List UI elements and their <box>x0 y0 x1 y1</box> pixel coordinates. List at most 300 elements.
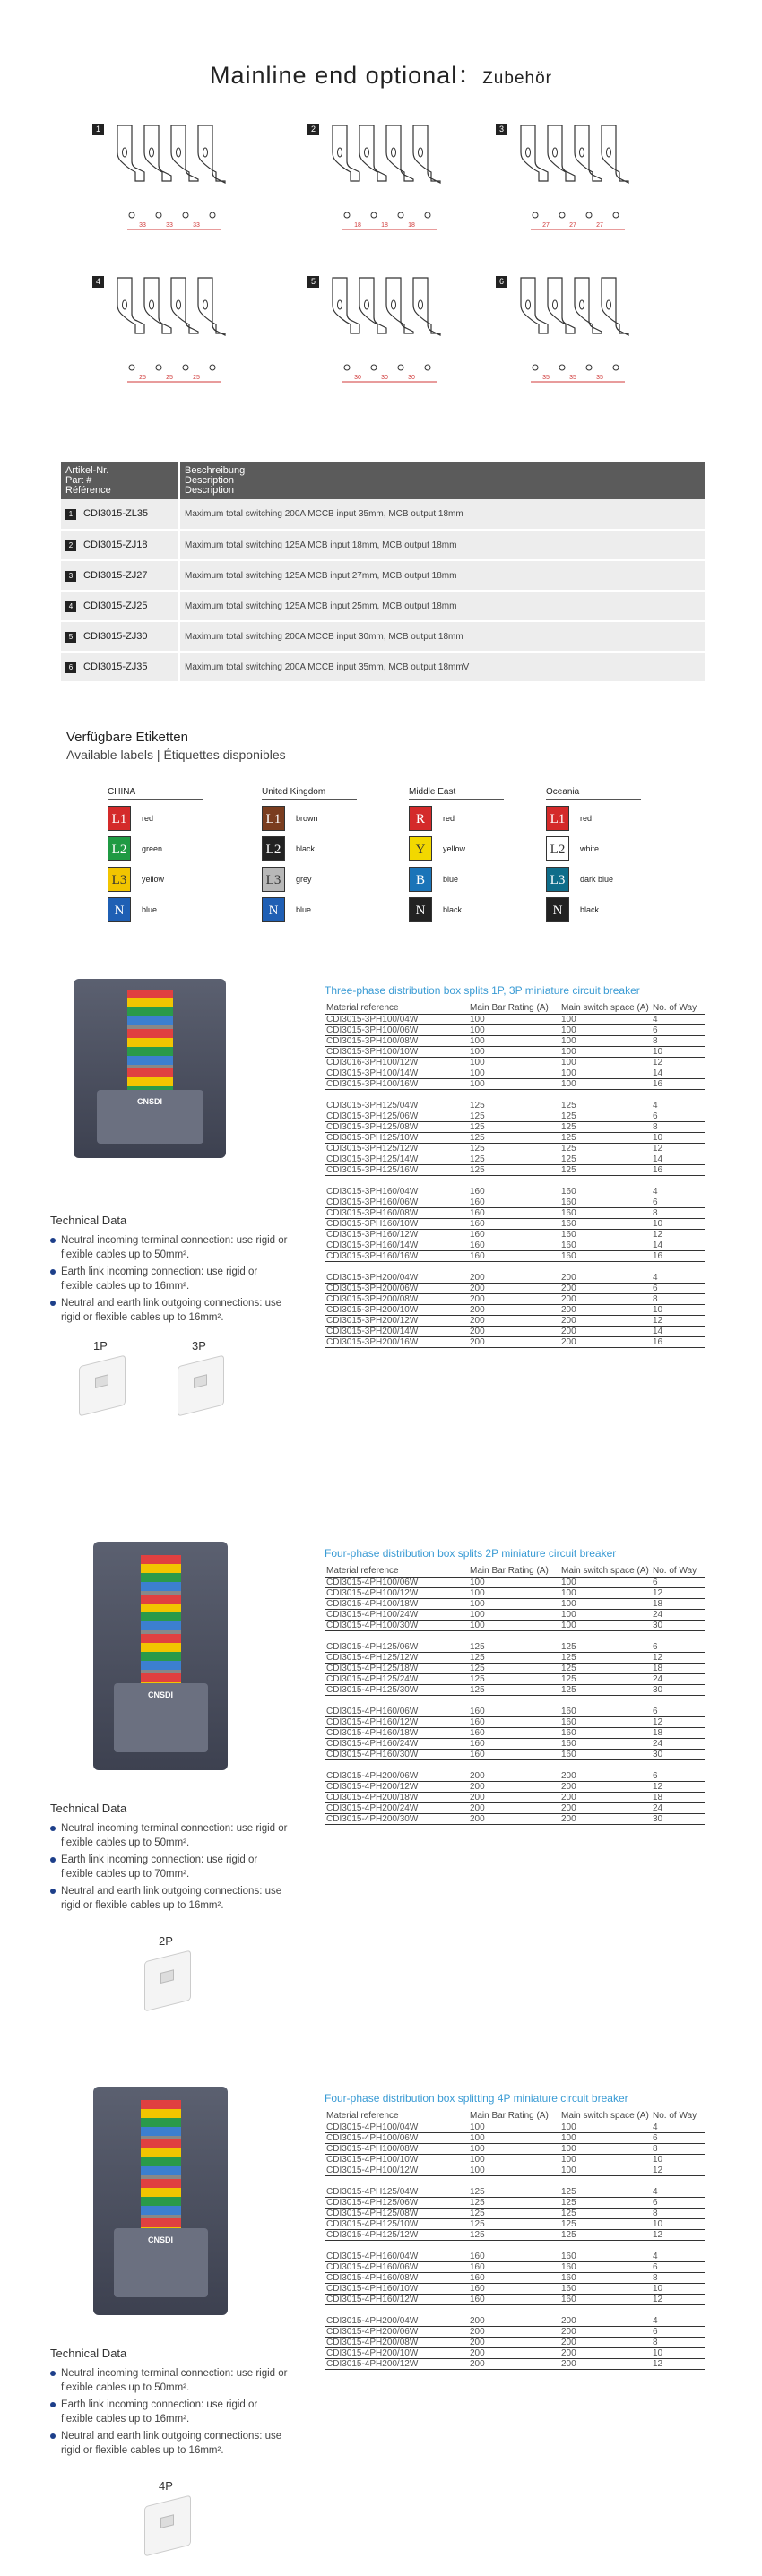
spec-cell: 160 <box>559 2252 651 2262</box>
tech-data-item: Neutral incoming terminal connection: use rigid or flexible cables up to 50mm². <box>50 1233 292 1262</box>
region-name: United Kingdom <box>262 787 357 800</box>
spec-cell: 6 <box>651 1025 705 1036</box>
spec-cell: 160 <box>559 1750 651 1760</box>
dimension-label: 27 <box>542 222 550 229</box>
spec-cell: 6 <box>651 2198 705 2209</box>
busbar-slot <box>150 148 154 157</box>
spec-cell: 100 <box>468 1025 559 1036</box>
spec-cell: CDI3015-3PH100/08W <box>325 1036 468 1047</box>
table-row <box>325 1197 705 1208</box>
spec-cell: 100 <box>559 2133 651 2144</box>
spec-cell: 160 <box>559 1240 651 1251</box>
spec-cell: 200 <box>468 1771 559 1782</box>
spec-cell: 160 <box>559 1219 651 1230</box>
label-color-name: blue <box>142 905 158 914</box>
label-item <box>108 868 203 891</box>
spec-cell: 4 <box>651 1273 705 1284</box>
spec-cell: 10 <box>651 2348 705 2359</box>
description-cell: Maximum total switching 125A MCB input 18mm, MCB output 18mm <box>179 530 705 560</box>
busbar-plate <box>333 278 359 333</box>
spec-cell: 200 <box>468 2338 559 2348</box>
table-row <box>325 1327 705 1337</box>
spec-header-cell: No. of Way <box>651 1002 705 1015</box>
table-row <box>325 1058 705 1068</box>
busbar-hole <box>425 212 430 218</box>
spec-cell: 8 <box>651 1036 705 1047</box>
spec-cell: CDI3015-3PH125/06W <box>325 1111 468 1122</box>
tech-data-item: Neutral incoming terminal connection: use rigid or flexible cables up to 50mm². <box>50 2366 292 2395</box>
label-chip: L3 <box>108 867 131 892</box>
spec-cell: CDI3015-3PH100/14W <box>325 1068 468 1079</box>
busbar-slot <box>365 300 369 309</box>
spec-cell: 160 <box>468 1230 559 1240</box>
table-row <box>325 1015 705 1025</box>
table-row <box>325 1814 705 1825</box>
spec-cell: 125 <box>468 2198 559 2209</box>
label-chip: L3 <box>262 867 285 892</box>
label-item <box>262 837 357 860</box>
spec-cell: CDI3015-4PH125/18W <box>325 1664 468 1674</box>
spec-header-cell: No. of Way <box>651 2110 705 2122</box>
busbar-number: 3 <box>496 124 507 135</box>
spec-cell: CDI3015-4PH125/12W <box>325 2230 468 2241</box>
table-row <box>325 2187 705 2198</box>
tech-data-item: Neutral and earth link outgoing connections: use rigid or flexible cables up to 16mm². <box>50 1884 292 1913</box>
section-title: Four-phase distribution box splitting 4P miniature circuit breaker <box>325 2092 628 2105</box>
mcb-label: 3P <box>192 1339 206 1353</box>
description-cell: Maximum total switching 125A MCB input 25mm, MCB output 18mm <box>179 591 705 621</box>
spec-cell: 6 <box>651 2262 705 2273</box>
label-region <box>262 787 357 921</box>
row-number: 2 <box>65 540 76 551</box>
busbar-plate <box>171 125 198 181</box>
page-title-separator: ： <box>457 62 483 89</box>
busbar-plate <box>171 278 198 333</box>
table-row <box>325 1111 705 1122</box>
header-label: Part # <box>65 475 92 486</box>
mcb-image <box>178 1355 224 1417</box>
spec-cell: CDI3015-4PH125/30W <box>325 1685 468 1696</box>
spec-cell: 100 <box>559 1079 651 1090</box>
part-number: CDI3015-ZJ25 <box>83 600 148 611</box>
spec-cell: 100 <box>468 1068 559 1079</box>
spec-cell: 100 <box>468 1588 559 1599</box>
spec-cell: 16 <box>651 1165 705 1176</box>
spec-cell: 24 <box>651 1674 705 1685</box>
header-label: Référence <box>65 485 111 496</box>
spec-cell: 200 <box>468 1294 559 1305</box>
table-row <box>325 1294 705 1305</box>
tech-data-item: Earth link incoming connection: use rigid or flexible cables up to 70mm². <box>50 1853 292 1881</box>
label-color-name: grey <box>296 875 312 884</box>
part-number: CDI3015-ZJ18 <box>83 539 148 550</box>
table-row <box>61 560 705 591</box>
table-row <box>325 1728 705 1739</box>
spec-cell: 4 <box>651 1015 705 1025</box>
spec-cell: 125 <box>468 2187 559 2198</box>
spec-cell: CDI3015-3PH200/10W <box>325 1305 468 1316</box>
busbar-hole <box>183 365 188 370</box>
product-image <box>74 979 226 1158</box>
terminal-strip <box>141 1555 181 1692</box>
row-number: 3 <box>65 571 76 582</box>
dimension-label: 33 <box>139 222 146 229</box>
dimension-label: 35 <box>596 375 603 381</box>
table-row <box>325 2144 705 2155</box>
spec-cell: 10 <box>651 1219 705 1230</box>
header-label: Beschreibung <box>185 465 246 476</box>
spec-cell: 100 <box>468 1621 559 1631</box>
table-row <box>325 2284 705 2295</box>
spec-cell: CDI3015-4PH160/10W <box>325 2284 468 2295</box>
spec-cell: 100 <box>559 2155 651 2165</box>
spec-cell: 125 <box>559 1133 651 1144</box>
label-item <box>108 837 203 860</box>
spec-cell: 18 <box>651 1664 705 1674</box>
spec-cell: 200 <box>468 1316 559 1327</box>
table-row <box>325 1284 705 1294</box>
spec-cell: CDI3015-4PH100/08W <box>325 2144 468 2155</box>
spacer-cell <box>325 1696 468 1707</box>
label-chip: L3 <box>546 867 569 892</box>
spec-cell: 125 <box>468 2209 559 2219</box>
spec-cell: 4 <box>651 2187 705 2198</box>
spec-cell: CDI3015-4PH125/12W <box>325 1653 468 1664</box>
spec-cell: CDI3015-3PH200/06W <box>325 1284 468 1294</box>
table-row <box>61 652 705 682</box>
spec-cell: 6 <box>651 1197 705 1208</box>
busbar-slot <box>392 148 396 157</box>
part-number-cell <box>61 560 179 591</box>
busbar-slot <box>392 300 396 309</box>
spec-cell: 30 <box>651 1814 705 1825</box>
spec-cell: 160 <box>559 1717 651 1728</box>
spec-cell: 160 <box>468 2273 559 2284</box>
table-row <box>325 1133 705 1144</box>
table-row <box>325 1316 705 1327</box>
spec-cell: 125 <box>468 1165 559 1176</box>
busbar-plate <box>521 278 548 333</box>
part-number-cell <box>61 621 179 652</box>
spec-cell: CDI3015-3PH200/16W <box>325 1337 468 1348</box>
table-row <box>325 1621 705 1631</box>
spec-cell: 24 <box>651 1803 705 1814</box>
spec-cell: CDI3015-4PH100/06W <box>325 1578 468 1588</box>
label-item <box>262 807 357 830</box>
spec-header-cell: No. of Way <box>651 1565 705 1578</box>
spec-cell: 200 <box>468 2327 559 2338</box>
spec-cell: 160 <box>468 2295 559 2305</box>
table-row <box>325 2230 705 2241</box>
spec-header-cell: Main Bar Rating (A) <box>468 1002 559 1015</box>
spec-cell: CDI3015-3PH160/06W <box>325 1197 468 1208</box>
header-part-number <box>61 462 179 499</box>
spec-cell: 100 <box>559 1610 651 1621</box>
product-cover: CNSDI <box>114 1683 208 1752</box>
label-item <box>262 868 357 891</box>
table-row <box>325 1653 705 1664</box>
spec-cell: CDI3015-4PH160/24W <box>325 1739 468 1750</box>
dimension-label: 25 <box>193 375 200 381</box>
table-row <box>325 1717 705 1728</box>
tech-data-list <box>50 1233 292 1327</box>
spec-cell: 100 <box>468 1610 559 1621</box>
spec-cell: 100 <box>559 1578 651 1588</box>
spec-cell: 100 <box>559 1036 651 1047</box>
busbar-slot <box>123 148 127 157</box>
spec-cell: CDI3015-4PH200/24W <box>325 1803 468 1814</box>
spec-cell: 160 <box>468 1208 559 1219</box>
label-item <box>108 898 203 921</box>
spec-cell: 30 <box>651 1750 705 1760</box>
busbar-hole <box>371 365 377 370</box>
spec-cell: 16 <box>651 1079 705 1090</box>
spec-cell: 200 <box>559 2359 651 2370</box>
spec-cell: 125 <box>468 1664 559 1674</box>
spec-cell: 200 <box>559 2316 651 2327</box>
spec-cell: 12 <box>651 1588 705 1599</box>
table-row <box>325 1793 705 1803</box>
spec-cell: 12 <box>651 1316 705 1327</box>
label-chip: N <box>409 897 432 922</box>
label-color-name: red <box>142 814 154 823</box>
spec-header-cell: Main switch space (A) <box>559 1002 651 1015</box>
table-row <box>325 1144 705 1154</box>
tech-data-item: Neutral incoming terminal connection: use rigid or flexible cables up to 50mm². <box>50 1821 292 1850</box>
busbar-plate <box>198 125 225 183</box>
spec-cell: CDI3015-4PH160/12W <box>325 2295 468 2305</box>
table-row <box>325 1036 705 1047</box>
busbar-drawing <box>105 276 266 411</box>
spec-cell: 160 <box>468 2252 559 2262</box>
spec-cell: 160 <box>468 2262 559 2273</box>
busbar-diagram <box>92 124 263 267</box>
busbar-hole <box>425 365 430 370</box>
busbar-diagram <box>307 124 478 267</box>
table-row <box>325 1578 705 1588</box>
spec-cell: CDI3015-3PH200/14W <box>325 1327 468 1337</box>
busbar-drawing <box>508 276 670 411</box>
busbar-slot <box>203 148 208 157</box>
spec-cell: 125 <box>559 2187 651 2198</box>
tech-data-item: Neutral and earth link outgoing connections: use rigid or flexible cables up to 16mm². <box>50 2429 292 2458</box>
spec-cell: 18 <box>651 1793 705 1803</box>
spec-cell: 4 <box>651 1187 705 1197</box>
busbar-slot <box>177 148 181 157</box>
label-chip: N <box>108 897 131 922</box>
spec-cell: CDI3015-4PH125/06W <box>325 2198 468 2209</box>
spec-cell: 30 <box>651 1685 705 1696</box>
busbar-plate <box>413 278 440 335</box>
table-row <box>325 2165 705 2176</box>
busbar-number: 6 <box>496 276 507 288</box>
table-row <box>325 1219 705 1230</box>
mcb-switch <box>160 1969 174 1984</box>
spec-cell: 12 <box>651 1653 705 1664</box>
label-item <box>409 837 504 860</box>
label-color-name: black <box>296 844 316 853</box>
spec-cell: 14 <box>651 1154 705 1165</box>
product-image <box>93 2087 228 2315</box>
spec-cell: 100 <box>468 1036 559 1047</box>
spec-cell: CDI3016-3PH100/12W <box>325 1058 468 1068</box>
spec-cell: 200 <box>559 1273 651 1284</box>
mcb-label: 2P <box>159 1934 173 1948</box>
terminal-strip <box>141 2100 181 2237</box>
tech-data-list <box>50 2366 292 2460</box>
busbar-hole <box>210 212 215 218</box>
spec-cell: CDI3015-3PH160/12W <box>325 1230 468 1240</box>
busbar-diagram <box>496 276 666 419</box>
description-cell: Maximum total switching 200A MCCB input 35mm, MCB output 18mm <box>179 499 705 530</box>
spec-cell: CDI3015-4PH125/04W <box>325 2187 468 2198</box>
spec-header-cell: Material reference <box>325 1565 468 1578</box>
spec-cell: CDI3015-3PH100/10W <box>325 1047 468 1058</box>
dimension-label: 30 <box>354 375 361 381</box>
dimension-label: 35 <box>542 375 550 381</box>
spec-cell: CDI3015-4PH200/18W <box>325 1793 468 1803</box>
spec-cell: 100 <box>468 2122 559 2133</box>
spec-table <box>325 1002 705 1348</box>
busbar-number: 5 <box>307 276 319 288</box>
busbar-slot <box>580 148 584 157</box>
spec-cell: 24 <box>651 1739 705 1750</box>
spacer-cell <box>325 1262 468 1273</box>
spec-cell: 200 <box>559 1316 651 1327</box>
spec-cell: CDI3015-4PH160/30W <box>325 1750 468 1760</box>
busbar-drawing <box>105 124 266 258</box>
group-spacer <box>325 1176 705 1187</box>
tech-data-title: Technical Data <box>50 2347 127 2360</box>
spec-cell: 200 <box>468 1793 559 1803</box>
spec-cell: 125 <box>468 1101 559 1111</box>
table-row <box>325 2348 705 2359</box>
table-row <box>325 2327 705 2338</box>
spec-cell: 100 <box>468 1578 559 1588</box>
spec-cell: 14 <box>651 1240 705 1251</box>
spec-cell: CDI3015-3PH100/04W <box>325 1015 468 1025</box>
table-row <box>325 1165 705 1176</box>
table-row <box>325 1750 705 1760</box>
label-chip: L2 <box>108 836 131 861</box>
spec-cell: 6 <box>651 1642 705 1653</box>
table-row <box>325 1337 705 1348</box>
part-number-cell <box>61 652 179 682</box>
spec-cell: 10 <box>651 2219 705 2230</box>
spec-cell: CDI3015-4PH200/06W <box>325 2327 468 2338</box>
table-row <box>325 1803 705 1814</box>
busbar-hole <box>156 212 161 218</box>
spec-cell: 10 <box>651 2155 705 2165</box>
table-row <box>325 1240 705 1251</box>
spec-cell: 125 <box>468 2230 559 2241</box>
busbar-slot <box>526 300 531 309</box>
description-cell: Maximum total switching 200A MCCB input 35mm, MCB output 18mmV <box>179 652 705 682</box>
table-row <box>325 1122 705 1133</box>
label-color-name: black <box>580 905 600 914</box>
spacer-cell <box>325 1631 468 1642</box>
spec-cell: 160 <box>559 1251 651 1262</box>
region-name: Oceania <box>546 787 641 800</box>
spec-cell: 125 <box>559 1101 651 1111</box>
spec-cell: CDI3015-4PH200/04W <box>325 2316 468 2327</box>
mcb-image <box>79 1355 126 1417</box>
dimension-label: 25 <box>166 375 173 381</box>
spec-header-cell: Material reference <box>325 2110 468 2122</box>
table-row <box>325 1079 705 1090</box>
spec-cell: CDI3015-3PH125/10W <box>325 1133 468 1144</box>
spec-cell: 12 <box>651 1058 705 1068</box>
spec-cell: 125 <box>468 1653 559 1664</box>
part-number: CDI3015-ZJ30 <box>83 630 148 642</box>
spec-cell: 10 <box>651 1047 705 1058</box>
busbar-plate <box>548 125 575 181</box>
spec-cell: CDI3015-4PH160/08W <box>325 2273 468 2284</box>
table-row <box>325 1025 705 1036</box>
label-chip: L2 <box>262 836 285 861</box>
spec-cell: 160 <box>468 1707 559 1717</box>
row-number: 4 <box>65 601 76 612</box>
spec-cell: 125 <box>559 1154 651 1165</box>
busbar-slot <box>338 148 342 157</box>
spec-cell: 160 <box>559 1739 651 1750</box>
spec-cell: 160 <box>468 1219 559 1230</box>
spec-cell: CDI3015-4PH160/12W <box>325 1717 468 1728</box>
label-region <box>108 787 203 921</box>
mcb-switch <box>95 1374 108 1388</box>
table-row <box>325 1664 705 1674</box>
label-chip: B <box>409 867 432 892</box>
busbar-hole <box>398 212 403 218</box>
spec-cell: 200 <box>468 1337 559 1348</box>
spec-cell: 125 <box>559 2198 651 2209</box>
label-color-name: brown <box>296 814 318 823</box>
busbar-slot <box>419 300 423 309</box>
spec-cell: CDI3015-4PH160/04W <box>325 2252 468 2262</box>
spec-cell: 125 <box>468 1133 559 1144</box>
spec-cell: CDI3015-4PH200/12W <box>325 1782 468 1793</box>
spec-cell: 100 <box>559 1047 651 1058</box>
spacer-cell <box>325 1176 468 1187</box>
spec-cell: 16 <box>651 1337 705 1348</box>
busbar-slot <box>203 300 208 309</box>
busbar-hole <box>586 365 592 370</box>
spec-cell: 24 <box>651 1610 705 1621</box>
mcb-label: 4P <box>159 2479 173 2493</box>
spec-cell: 200 <box>559 1294 651 1305</box>
spec-cell: 18 <box>651 1728 705 1739</box>
label-color-name: blue <box>296 905 312 914</box>
table-row <box>61 591 705 621</box>
busbar-hole <box>156 365 161 370</box>
spec-header-cell: Material reference <box>325 1002 468 1015</box>
spec-cell: 160 <box>468 1240 559 1251</box>
spec-cell: 160 <box>468 1717 559 1728</box>
tech-data-title: Technical Data <box>50 1802 127 1815</box>
spec-cell: 125 <box>559 1674 651 1685</box>
label-color-name: dark blue <box>580 875 614 884</box>
spec-cell: CDI3015-4PH200/06W <box>325 1771 468 1782</box>
spec-cell: 160 <box>559 1208 651 1219</box>
label-chip: Y <box>409 836 432 861</box>
description-cell: Maximum total switching 200A MCCB input 30mm, MCB output 18mm <box>179 621 705 652</box>
spec-cell: 8 <box>651 2273 705 2284</box>
spec-cell: 125 <box>468 1642 559 1653</box>
spec-cell: 100 <box>559 1025 651 1036</box>
busbar-plate <box>117 125 144 181</box>
spec-header-cell: Main Bar Rating (A) <box>468 2110 559 2122</box>
spec-cell: 100 <box>468 1599 559 1610</box>
